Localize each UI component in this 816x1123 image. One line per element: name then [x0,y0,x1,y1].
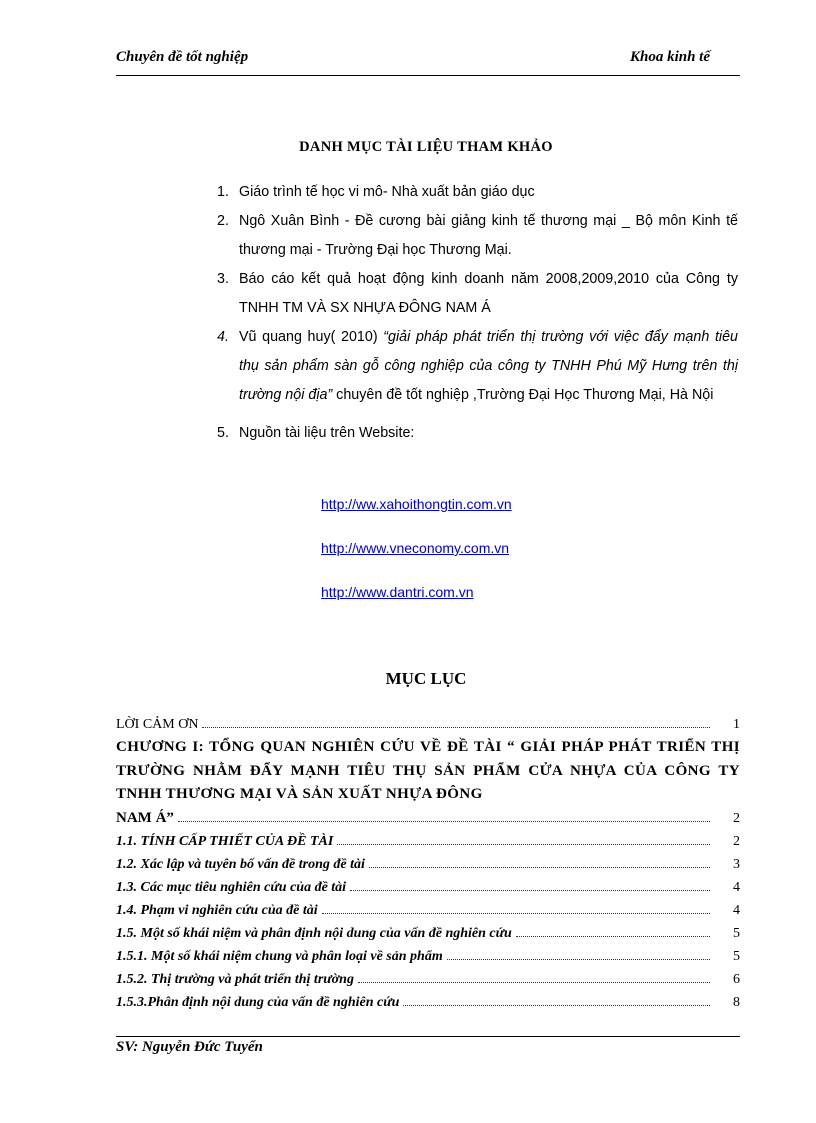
toc-leader [369,866,710,868]
toc-entry-label: 1.2. Xác lập và tuyên bố vấn đề trong đề tài [116,856,365,872]
reference-item [212,419,738,448]
website-link-dantri[interactable]: http://www.dantri.com.vn [321,584,474,600]
page-footer [116,1036,740,1056]
toc-entry-loi-cam-on[interactable] [116,713,740,736]
header-left: Chuyên đề tốt nghiệp [116,49,249,65]
toc-leader [358,981,710,983]
toc-entry[interactable] [116,945,740,968]
toc-page-number: 4 [733,879,740,895]
reference-number: 5. [217,425,229,441]
reference-number: 1. [217,184,229,200]
toc-entry-label: 1.5.3.Phân định nội dung của vấn đề nghiên cứu [116,994,400,1010]
toc-leader [350,889,710,891]
website-links [321,494,512,626]
toc-entry-chapter[interactable]: CHƯƠNG I: TỔNG QUAN NGHIÊN CỨU VỀ ĐỀ TÀI “ GIẢI PHÁP PHÁT TRIỂN THỊ TRƯỜNG NHẰM ĐẨY MẠNH TIÊU THỤ SẢN PHẨM CỬA NHỰA CỦA CÔNG TY TNHH THƯƠNG MẠI VÀ SẢN XUẤT NHỰA ĐÔNG [116,739,740,802]
toc-entry-label: NAM Á” [116,809,174,826]
reference-text: Báo cáo kết quả hoạt động kinh doanh năm 2008,2009,2010 của Công ty TNHH TM VÀ SX NHỰA ĐÔNG NAM Á [239,271,738,316]
reference-number: 4. [217,329,229,345]
toc-entry-label: LỜI CẢM ƠN [116,717,199,732]
toc-page-number: 5 [733,925,740,941]
footer-student: SV: Nguyễn Đức Tuyển [116,1039,263,1055]
toc-leader [337,843,710,845]
toc-entry-label: 1.5.1. Một số khái niệm chung và phân loại về sản phẩm [116,948,443,964]
toc-leader [202,726,710,728]
table-of-contents [116,713,740,1014]
toc-leader [403,1004,710,1006]
toc-entry-label: 1.5. Một số khái niệm và phân định nội dung của vấn đề nghiên cứu [116,925,512,941]
toc-entry[interactable] [116,991,740,1014]
reference-text: Giáo trình tế học vi mô- Nhà xuất bản giáo dục [239,184,535,200]
toc-entry[interactable] [116,830,740,853]
toc-page-number: 6 [733,971,740,987]
toc-page-number: 1 [733,717,740,732]
toc-entry[interactable] [116,922,740,945]
toc-leader [516,935,710,937]
toc-entry-label: 1.5.2. Thị trường và phát triển thị trường [116,971,354,987]
toc-entry[interactable] [116,876,740,899]
toc-entry[interactable] [116,853,740,876]
toc-leader [322,912,710,914]
page-header [116,49,740,76]
toc-entry-label: 1.1. TÍNH CẤP THIẾT CỦA ĐỀ TÀI [116,833,334,849]
toc-leader [447,958,710,960]
references-title: DANH MỤC TÀI LIỆU THAM KHẢO [299,139,553,155]
toc-page-number: 5 [733,948,740,964]
reference-text: Nguồn tài liệu trên Website: [239,425,415,441]
reference-text-post: chuyên đề tốt nghiệp ,Trường Đại Học Thương Mại, Hà Nội [332,387,714,403]
reference-item [212,207,738,265]
toc-page-number: 4 [733,902,740,918]
toc-entry-label: 1.4. Phạm vi nghiên cứu của đề tài [116,902,318,918]
reference-item [212,178,738,207]
toc-entry-chapter-end[interactable] [116,807,740,830]
reference-item [212,265,738,323]
reference-text: Ngô Xuân Bình - Đề cương bài giảng kinh tế thương mại _ Bộ môn Kinh tế thương mại - Trường Đại học Thương Mại. [239,213,738,258]
reference-text-italic: “giải pháp phát triển thị trường với việc đẩy mạnh tiêu thụ sản phẩm sàn gỗ công nghiệp của công ty TNHH Phú Mỹ Hưng trên thị trường nội địa” [239,329,738,403]
toc-page-number: 8 [733,994,740,1010]
reference-list [212,178,738,448]
toc-leader [178,820,710,822]
reference-text-pre: Vũ quang huy( 2010) [239,329,384,345]
toc-entry[interactable] [116,899,740,922]
toc-page-number: 3 [733,856,740,872]
toc-title: MỤC LỤC [385,669,467,688]
website-link-vneconomy[interactable]: http://www.vneconomy.com.vn [321,540,510,556]
header-right: Khoa kinh tế [629,49,710,65]
toc-page-number: 2 [733,833,740,849]
reference-item [212,323,738,410]
toc-entry-label: 1.3. Các mục tiêu nghiên cứu của đề tài [116,879,347,895]
reference-number: 3. [217,271,229,287]
reference-number: 2. [217,213,229,229]
website-link-xahoithongtin[interactable]: http://ww.xahoithongtin.com.vn [321,496,512,512]
toc-page-number: 2 [733,810,740,826]
toc-entry[interactable] [116,968,740,991]
